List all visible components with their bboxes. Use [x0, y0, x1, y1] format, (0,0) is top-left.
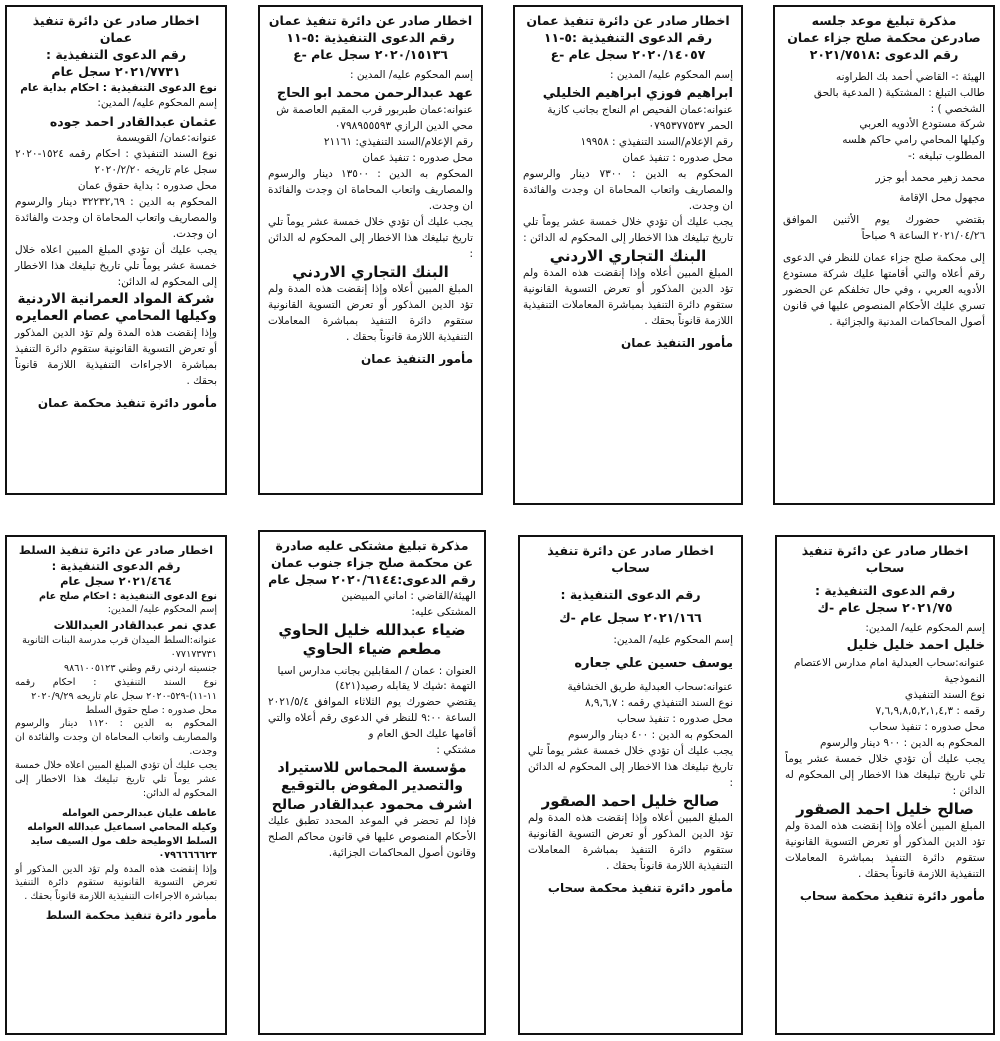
panel: الهيئة/القاضي : اماني المبيضين	[341, 589, 476, 602]
case-number-2: ٢٠٢٠/١٥١٣٦ سجل عام -ع	[293, 46, 448, 62]
notice-title: اخطار صادر عن دائرة تنفيذ عمان	[268, 13, 473, 28]
document-type: نوع السند التنفيذي	[904, 689, 985, 702]
debtor-address: عنوانه:السلط الميدان قرب مدرسة البنات الثانوية ٠٧٧١٧٣٧٣١	[22, 635, 217, 660]
accused-address: العنوان : عمان / المقابلين بجانب مدارس اسيا	[277, 664, 476, 677]
debtor-label: إسم المحكوم عليه/ المدين:	[107, 604, 217, 616]
case-number: رقم الدعوى التنفيذية :٥-١١	[286, 29, 455, 45]
debtor-label: إسم المحكوم عليه/ المدين :	[350, 68, 473, 81]
officer-signature: مأمور التنفيذ عمان	[360, 352, 473, 367]
case-number-2: ٢٠٢١/٤٦٤ سجل عام	[60, 574, 172, 589]
debt-amount: المحكوم به الدين : ٩٠٠ دينار والرسوم	[819, 736, 985, 749]
warning-text: يجب عليك أن تؤدي خلال خمسة عشر يوماً تلي تاريخ تبليغك هذا الاخطار إلى المحكوم له الدائن :	[523, 216, 733, 244]
accused-name: ضياء عبدالله خليل الحاوي	[278, 620, 466, 639]
accused-business: مطعم ضياء الحاوي	[302, 640, 442, 659]
issue-place: محل صدوره : بداية حقوق عمان	[77, 180, 217, 193]
creditor-name: صالح خليل احمد الصقور	[796, 799, 974, 818]
notice-title: اخطار صادر عن دائرة تنفيذ سحاب	[547, 543, 714, 575]
body-text: بقتضي حضورك يوم الأثنين الموافق ٢٠٢١/٠٤/٢٦ الساعة ٩ صباحاً	[783, 214, 985, 243]
residence: مجهول محل الإقامة	[899, 192, 985, 205]
officer-signature: مأمور التنفيذ عمان	[620, 336, 733, 351]
closing-text: المبلغ المبين أعلاه وإذا إنقضت هذه المدة ولم تؤد الدين المذكور أو تعرض التسوية القانونية ستقوم دائرة التنفيذ بمباشرة المعاملات التنفيذية اللازمة قانوناً بحقك .	[268, 283, 473, 344]
document-number: رقمه : ٧,٦,٩,٨,٥,٢,١,٤,٣	[875, 705, 985, 718]
debt-amount: المحكوم به الدين : ١٣٥٠٠ دينار والرسوم والمصاريف واتعاب المحاماة ان وجدت والفائدة ان وجدت.	[268, 168, 473, 213]
nationality: جنسيته اردني رقم وطني ٩٨٦١٠٠٥١٢٣	[63, 662, 217, 674]
case-number: رقم الدعوى التنفيذية :٥-١١	[543, 29, 713, 45]
closing-text: المبلغ المبين أعلاه وإذا إنقضت هذه المدة ولم تؤد الدين المذكور أو تعرض التسوية القانونية ستقوم دائرة التنفيذ بمباشرة المعاملات التنفيذية اللازمة قانوناً بحقك .	[785, 820, 985, 881]
issue-place: محل صدوره : صلح حقوق السلط	[85, 704, 217, 716]
officer-signature: مأمور دائرة تنفيذ محكمة سحاب	[799, 889, 985, 904]
case-number: رقم الدعوى :٢٠٢١/٧٥١٨	[809, 46, 959, 62]
case-number: رقم الدعوى التنفيذية :	[45, 46, 187, 62]
creditor-name: عاطف عليان عبدالرحمن العوامله	[62, 807, 217, 819]
complainant-label: مشتكي :	[436, 744, 476, 757]
closing-text: فإذا لم تحضر في الموعد المحدد تطبق عليك الأحكام المنصوص عليها في قانون محاكم الصلح وقانون أصول المحاكمات الجزائية.	[268, 814, 476, 859]
debt-amount: المحكوم به الدين : ٤٠٠ دينار والرسوم	[567, 729, 733, 742]
debtor-label: إسم المحكوم عليه/ المدين:	[97, 97, 217, 110]
document-type: نوع السند التنفيذي : احكام رقمه ١٥٢٤-٢٠٢٠ سجل عام تاريخه ٢٠٢٠/٢/٢٠	[15, 148, 217, 177]
debtor-name: ابراهيم فوزي ابراهيم الخليلي	[542, 85, 733, 101]
notice-title: اخطار صادر عن دائرة تنفيذ سحاب	[801, 543, 969, 575]
debtor-address: عنوانه:عمان/ القويسمة	[116, 132, 217, 145]
debtor-address: عنوانه:سحاب العبدلية طريق الخشافية	[567, 681, 733, 694]
warning-text: يجب عليك أن تؤدي المبلغ المبين اعلاه خلال خمسة عشر يوماً تلي تاريخ تبليغك هذا الاخطار إلى المحكوم له الدائن:	[15, 760, 217, 799]
debtor-label: إسم المحكوم عليه/ المدين:	[865, 621, 985, 634]
warning-text: يجب عليك أن تؤدي خلال خمسة عشر يوماً تلي تاريخ تبليغك هذا الاخطار إلى المحكوم له الدائن :	[528, 745, 733, 789]
notice-execution-sahab-2	[518, 535, 743, 1035]
closing-text: وإذا إنقضت هذه المدة ولم تؤد الدين المذكور أو تعرض التسوية القانونية ستقوم دائرة التنفيذ بمباشرة الاجراءات التنفيذية اللازمة قانوناً بحقك .	[15, 327, 217, 387]
charge: التهمة :شيك لا يقابله رصيد(٤٢١)	[335, 680, 476, 693]
notice-execution-sahab-1	[775, 535, 995, 1035]
body-text-2: إلى محكمة صلح جزاء عمان للنظر في الدعوى رقم أعلاه والتي أقامتها عليك شركة مستودع الأدويه العربي ، وفي حال تخلفكم عن الحضور تسري عليك الأحكام المنصوص عليها في قانون أصول المحاكمات المدنية والجزائية .	[783, 252, 985, 328]
notice-subtitle: صادرعن محكمة صلح جزاء عمان	[787, 29, 981, 45]
debt-amount: المحكوم به الدين : ١١٢٠ دينار والرسوم والمصاريف واتعاب المحاماة ان وجدت والفائدة ان وجدت.	[15, 718, 217, 758]
to-notify: محمد زهير محمد أبو جزر	[875, 172, 985, 185]
complainant-name: مؤسسة المحماس للاستيراد والتصدير المفوض بالتوقيع اشرف محمود عبدالقادر صالح	[271, 760, 473, 813]
case-number: رقم الدعوى التنفيذية :	[51, 558, 181, 573]
debtor-name: عهد عبدالرحمن محمد ابو الحاج	[276, 85, 473, 101]
debtor-name: خليل احمد خليل خليل	[846, 638, 985, 654]
issue-place: محل صدوره : تنفيذ عمان	[622, 152, 733, 165]
notice-title: مذكرة تبليغ موعد جلسه	[811, 13, 957, 28]
notice-execution-salt	[5, 535, 227, 1035]
closing-text: المبلغ المبين أعلاه وإذا إنقضت هذه المدة ولم تؤد الدين المذكور أو تعرض التسوية القانونية ستقوم دائرة التنفيذ بمباشرة المعاملات التنفيذية اللازمة قانوناً بحقك .	[528, 812, 733, 873]
notice-execution-amman-3	[5, 5, 227, 495]
document-type: نوع السند التنفيذي : احكام رقمه ١١-١١)-٥٢٩-٢٠٢٠ سجل عام تاريخه ٢٠٢٠/٩/٢٩	[15, 676, 217, 702]
issue-place: محل صدوره : تنفيذ سحاب	[616, 713, 733, 726]
issue-place: محل صدوره : تنفيذ سحاب	[868, 721, 985, 734]
case-number-2: ٢٠٢٠/١٤٠٥٧ سجل عام -ع	[550, 46, 706, 62]
panel: الهيئة :- القاضي أحمد بك الطراونه	[835, 70, 985, 83]
officer-signature: مأمور دائرة تنفيذ محكمة سحاب	[547, 881, 733, 896]
issue-place: محل صدوره : تنفيذ عمان	[362, 152, 473, 165]
debtor-address: عنوانه:سحاب العبدلية امام مدارس الاعتصام النموذجية	[793, 657, 985, 686]
accused-label: المشتكى عليه:	[411, 605, 476, 618]
debtor-name: عثمان عبدالقادر احمد جوده	[49, 114, 217, 130]
creditor-name: شركة المواد العمرانية الاردنية	[17, 290, 215, 307]
notice-title: اخطار صادر عن دائرة تنفيذ عمان	[526, 13, 730, 28]
notice-execution-amman-1	[513, 5, 743, 505]
case-number: رقم الدعوى:٢٠٢٠/٦١٤٤ سجل عام	[268, 571, 476, 587]
requester-name: شركة مستودع الأدويه العربي	[859, 118, 985, 131]
case-number: رقم الدعوى التنفيذية :	[814, 582, 956, 598]
document-number: نوع السند التنفيذي رقمه : ٨,٩,٦,٧	[584, 697, 733, 710]
warning-text: يجب عليك أن تؤدي خلال خمسة عشر يوماً تلي تاريخ تبليغك هذا الاخطار إلى المحكوم له الدائن :	[785, 752, 985, 797]
body-text: يقتضي حضورك يوم الثلاثاء الموافق ٢٠٢١/٥/٤ الساعة ٩:٠٠ للنظر في الدعوى رقم أعلاه والتي أقامها عليك الحق العام و	[268, 696, 476, 741]
debtor-label: إسم المحكوم عليه/ المدين:	[613, 633, 733, 646]
warning-text: يجب عليك أن تؤدي المبلغ المبين اعلاه خلال خمسة عشر يوماً تلي تاريخ تبليغك هذا الاخطار إلى المحكوم له الدائن:	[15, 244, 217, 288]
debtor-name: يوسف حسين علي جعاره	[574, 656, 733, 672]
requester-lawyer: وكيلها المحامي رامي حاكم هلسه	[842, 134, 985, 147]
case-number-2: ٢٠٢١/١٦٦ سجل عام -ك	[559, 609, 702, 625]
case-number: رقم الدعوى التنفيذية :	[560, 586, 701, 602]
debtor-name: عدي نمر عبدالقادر العبداللات	[53, 618, 217, 633]
notice-execution-amman-2	[258, 5, 483, 495]
closing-text: وإذا إنقضت هذه المدة ولم تؤد الدين المذكور أو تعرض التسوية القانونية ستقوم دائرة التنفيذ بمباشرة الاجراءات التنفيذية اللازمة قانوناً بحقك .	[15, 863, 217, 903]
document-number: رقم الإعلام/السند التنفيذي : ١٩٩٥٨	[580, 136, 733, 149]
notice-title: اخطار صادر عن دائرة تنفيذ عمان	[32, 13, 200, 45]
case-type: نوع الدعوى التنفيذية : احكام صلح عام	[38, 590, 217, 602]
officer-signature: مأمور دائرة تنفيذ محكمة السلط	[45, 909, 217, 923]
debt-amount: المحكوم به الدين : ٧٣٠٠ دينار والرسوم والمصاريف واتعاب المحاماة ان وجدت والفائدة ان وجدت.	[523, 168, 733, 213]
requester: طالب التبلغ : المشتكية ( المدعية بالحق الشخصي ) :	[813, 86, 985, 115]
notice-summons-south-amman	[258, 530, 486, 1035]
creditor-lawyer: وكيله المحامي اسماعيل عبدالله العوامله	[27, 821, 217, 833]
case-number-2: ٢٠٢١/٧٥ سجل عام -ك	[817, 599, 953, 615]
creditor-name: البنك التجاري الاردني	[292, 262, 449, 281]
to-notify-label: المطلوب تبليغه :-	[907, 150, 985, 163]
debtor-label: إسم المحكوم عليه/ المدين :	[610, 68, 733, 81]
case-type: نوع الدعوى التنفيذية : احكام بداية عام	[20, 81, 217, 94]
debt-amount: المحكوم به الدين : ٣٢٢٣٢,٦٩ دينار والرسوم والمصاريف واتعاب المحاماة ان وجدت والفائدة ان وجدت.	[15, 196, 217, 241]
document-number: رقم الإعلام/السند التنفيذي: ٢١١٦١	[323, 136, 473, 149]
case-number-2: ٢٠٢١/٧٧٣١ سجل عام	[51, 63, 181, 79]
creditor-name: البنك التجاري الاردني	[549, 246, 707, 265]
notice-hearing-amman	[773, 5, 995, 505]
officer-signature: مأمور دائرة تنفيذ محكمة عمان	[37, 395, 217, 410]
notice-title: اخطار صادر عن دائرة تنفيذ السلط	[18, 543, 214, 557]
notice-title: مذكرة تبليغ مشتكى عليه صادرة عن محكمة صلح جزاء جنوب عمان	[271, 538, 473, 570]
debtor-address: عنوانه:عمان الفحيص ام النعاج بجانب كازية الحمر ٠٧٩٥٣٧٧٥٣٧	[547, 104, 733, 133]
creditor-lawyer: وكيلها المحامي عصام العمايره	[15, 308, 217, 325]
closing-text: المبلغ المبين أعلاه وإذا إنقضت هذه المدة ولم تؤد الدين المذكور أو تعرض التسوية القانونية ستقوم دائرة التنفيذ بمباشرة المعاملات التنفيذية اللازمة قانوناً بحقك .	[523, 267, 733, 328]
debtor-address: عنوانه:عمان طبربور قرب المقيم العاصمة ش محي الدين الرازي ٠٧٩٨٩٥٥٥٩٣	[276, 104, 473, 133]
creditor-address: السلط الاوطيحة خلف مول السيف ساید ٠٧٩٦٦٦٦٦٢٣	[30, 835, 217, 861]
creditor-name: صالح خليل احمد الصقور	[541, 791, 720, 810]
warning-text: يجب عليك أن تؤدي خلال خمسة عشر يوماً تلي تاريخ تبليغك هذا الاخطار إلى المحكوم له الدائن :	[268, 216, 473, 260]
